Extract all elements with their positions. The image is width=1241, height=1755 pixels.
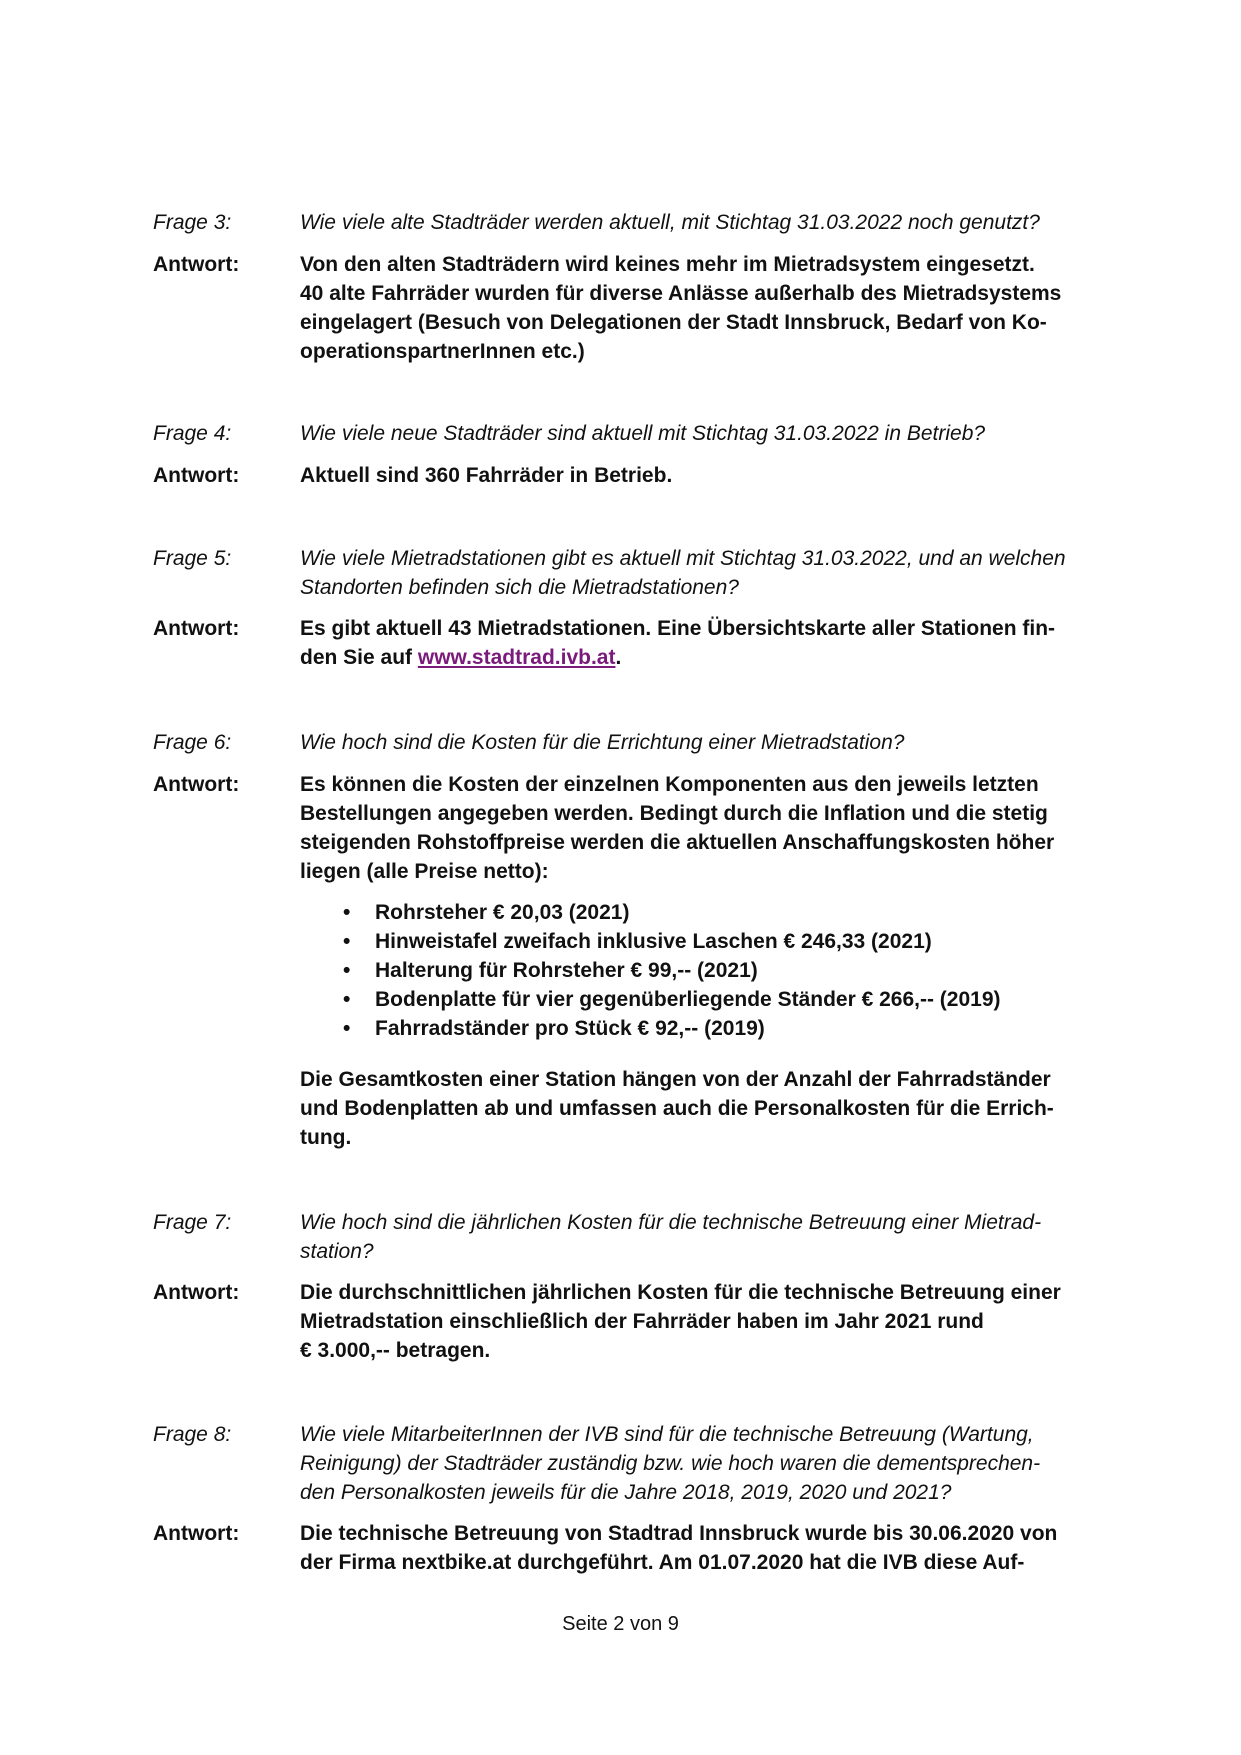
answer-line: 40 alte Fahrräder wurden für diverse Anlässe außerhalb des Mietradsystems	[300, 282, 1062, 305]
bullet-icon: •	[343, 988, 351, 1011]
answer-text	[300, 1519, 1150, 1577]
answer-line: steigenden Rohstoffpreise werden die aktuellen Anschaffungskosten höher	[300, 831, 1055, 854]
answer-line: und Bodenplatten ab und umfassen auch die Personalkosten für die Errich-	[300, 1097, 1054, 1120]
question-line: Wie hoch sind die jährlichen Kosten für die technische Betreuung einer Mietrad-	[300, 1211, 1042, 1234]
question-label: Frage 4:	[153, 422, 232, 445]
answer-line: tung.	[300, 1126, 352, 1149]
question-label: Frage 5:	[153, 547, 232, 570]
answer-line: Es können die Kosten der einzelnen Komponenten aus den jeweils letzten	[300, 773, 1039, 796]
answer-line: Bestellungen angegeben werden. Bedingt durch die Inflation und die stetig	[300, 802, 1048, 825]
answer-line: der Firma nextbike.at durchgeführt. Am 01.07.2020 hat die IVB diese Auf-	[300, 1551, 1025, 1574]
question-label: Frage 8:	[153, 1423, 232, 1446]
list-item	[300, 1014, 1150, 1043]
answer-line-suffix: .	[615, 646, 622, 669]
answer-line: Die durchschnittlichen jährlichen Kosten für die technische Betreuung einer	[300, 1281, 1061, 1304]
question-line: Wie viele MitarbeiterInnen der IVB sind für die technische Betreuung (Wartung,	[300, 1423, 1034, 1446]
answer-label: Antwort:	[153, 464, 240, 487]
question-text	[300, 1208, 1150, 1266]
answer-line: operationspartnerInnen etc.)	[300, 340, 585, 363]
answer-text	[300, 461, 1150, 490]
answer-line: Es gibt aktuell 43 Mietradstationen. Eine Übersichtskarte aller Stationen fin-	[300, 617, 1056, 640]
question-label: Frage 6:	[153, 731, 232, 754]
answer-label: Antwort:	[153, 617, 240, 640]
answer-text	[300, 250, 1150, 366]
closing-paragraph	[300, 1065, 1150, 1152]
cost-list	[300, 898, 1150, 1043]
question-text: Wie viele alte Stadträder werden aktuell, mit Stichtag 31.03.2022 noch genutzt?	[300, 211, 1040, 234]
list-item	[300, 898, 1150, 927]
stadtrad-website-link[interactable]: www.stadtrad.ivb.at	[417, 646, 616, 669]
answer-line: Von den alten Stadträdern wird keines mehr im Mietradsystem eingesetzt.	[300, 253, 1035, 276]
question-text: Wie viele neue Stadträder sind aktuell mit Stichtag 31.03.2022 in Betrieb?	[300, 422, 986, 445]
answer-line-prefix: den Sie auf	[300, 646, 418, 669]
question-line: Standorten befinden sich die Mietradstationen?	[300, 576, 739, 599]
list-item-text: Fahrradständer pro Stück € 92,-- (2019)	[375, 1017, 765, 1040]
question-label: Frage 7:	[153, 1211, 232, 1234]
page-footer: Seite 2 von 9	[562, 1613, 679, 1635]
answer-line: eingelagert (Besuch von Delegationen der Stadt Innsbruck, Bedarf von Ko-	[300, 311, 1047, 334]
list-item-text: Hinweistafel zweifach inklusive Laschen € 246,33 (2021)	[375, 930, 932, 953]
question-text	[300, 1420, 1150, 1507]
answer-label: Antwort:	[153, 1522, 240, 1545]
question-label: Frage 3:	[153, 211, 232, 234]
list-item	[300, 956, 1150, 985]
answer-line: Mietradstation einschließlich der Fahrräder haben im Jahr 2021 rund	[300, 1310, 984, 1333]
question-text	[300, 544, 1150, 602]
answer-line: € 3.000,-- betragen.	[300, 1339, 491, 1362]
question-text: Wie hoch sind die Kosten für die Errichtung einer Mietradstation?	[300, 731, 905, 754]
answer-label: Antwort:	[153, 253, 240, 276]
question-line: den Personalkosten jeweils für die Jahre 2018, 2019, 2020 und 2021?	[300, 1481, 952, 1504]
answer-label: Antwort:	[153, 773, 240, 796]
bullet-icon: •	[343, 1017, 351, 1040]
answer-line: Die Gesamtkosten einer Station hängen von der Anzahl der Fahrradständer	[300, 1068, 1051, 1091]
bullet-icon: •	[343, 930, 351, 953]
list-item-text: Rohrsteher € 20,03 (2021)	[375, 901, 630, 924]
list-item-text: Halterung für Rohrsteher € 99,-- (2021)	[375, 959, 758, 982]
bullet-icon: •	[343, 901, 351, 924]
list-item	[300, 985, 1150, 1014]
question-line: station?	[300, 1240, 374, 1263]
question-line: Reinigung) der Stadträder zuständig bzw. wie hoch waren die dementsprechen-	[300, 1452, 1041, 1475]
answer-line: Aktuell sind 360 Fahrräder in Betrieb.	[300, 464, 673, 487]
answer-text	[300, 614, 1150, 672]
answer-text	[300, 770, 1150, 1152]
list-item	[300, 927, 1150, 956]
answer-line: liegen (alle Preise netto):	[300, 860, 549, 883]
answer-line: Die technische Betreuung von Stadtrad Innsbruck wurde bis 30.06.2020 von	[300, 1522, 1058, 1545]
list-item-text: Bodenplatte für vier gegenüberliegende Ständer € 266,-- (2019)	[375, 988, 1001, 1011]
answer-line	[300, 643, 1150, 672]
bullet-icon: •	[343, 959, 351, 982]
question-line: Wie viele Mietradstationen gibt es aktuell mit Stichtag 31.03.2022, und an welchen	[300, 547, 1066, 570]
answer-text	[300, 1278, 1150, 1365]
answer-label: Antwort:	[153, 1281, 240, 1304]
